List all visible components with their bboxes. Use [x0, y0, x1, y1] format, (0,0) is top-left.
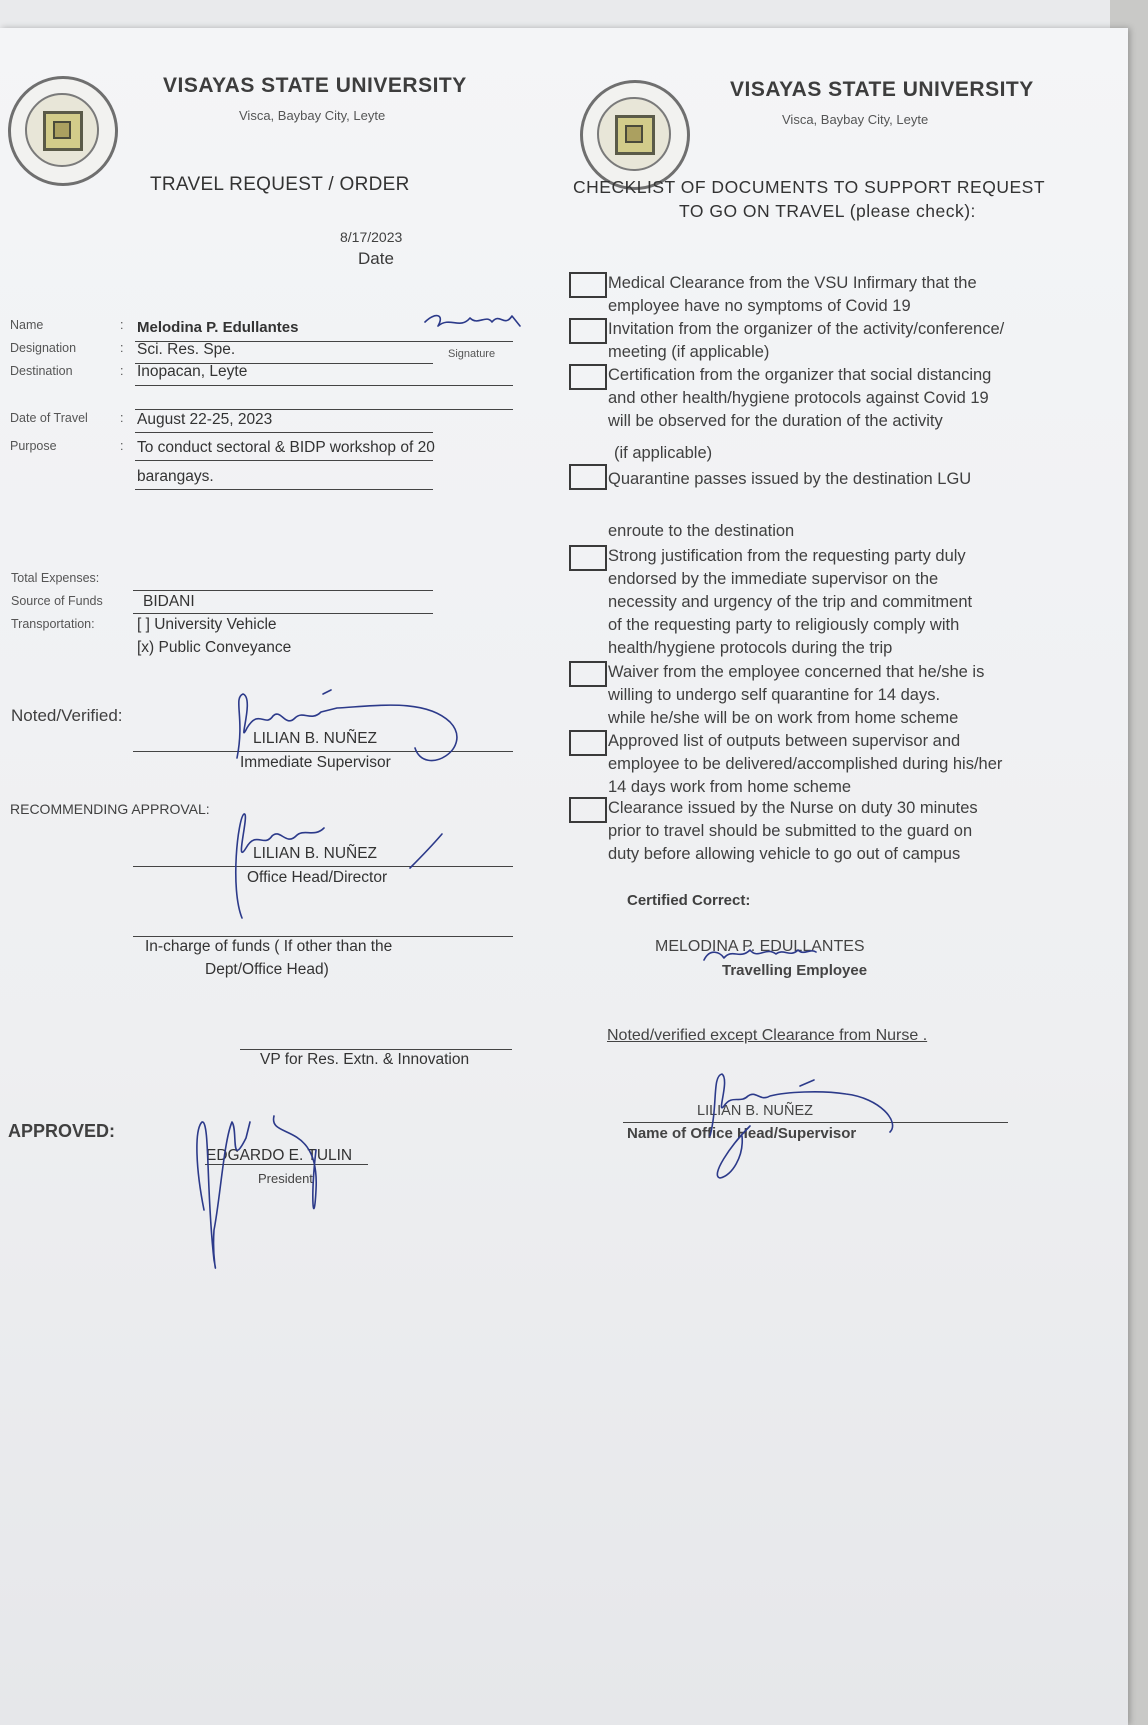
colon: : — [120, 318, 124, 332]
source-of-funds-line — [133, 613, 433, 614]
approved-label: APPROVED: — [8, 1121, 116, 1141]
president-signature — [190, 1110, 353, 1290]
checklist-item-4-enroute: enroute to the destination — [608, 522, 795, 540]
name-value: Melodina P. Edullantes — [137, 319, 299, 336]
transportation-label: Transportation: — [11, 617, 95, 631]
university-address-right: Visca, Baybay City, Leyte — [782, 112, 929, 127]
destination-line-2 — [135, 409, 513, 410]
checkbox-strong-justification[interactable] — [569, 545, 607, 571]
purpose-label: Purpose — [10, 439, 57, 453]
colon: : — [120, 411, 124, 425]
checklist-title-line-1: CHECKLIST OF DOCUMENTS TO SUPPORT REQUEST — [573, 177, 1046, 197]
destination-label: Destination — [10, 364, 73, 378]
employee-signature — [680, 940, 860, 980]
date-label: Date — [358, 249, 394, 268]
checklist-item-8: Clearance issued by the Nurse on duty 30 minutes prior to travel should be submitted to the guard on duty before allowing vehicle to go out of campus — [608, 799, 978, 863]
total-expenses-label: Total Expenses: — [11, 571, 100, 585]
designation-value: Sci. Res. Spe. — [137, 341, 236, 358]
office-head-title: Name of Office Head/Supervisor — [627, 1125, 857, 1142]
checklist-item-3-applicable: (if applicable) — [614, 444, 713, 462]
incharge-label-1: In-charge of funds ( If other than the — [145, 938, 393, 955]
university-seal-left — [8, 76, 118, 186]
supervisor-name: LILIAN B. NUÑEZ — [253, 730, 378, 747]
checkbox-waiver[interactable] — [569, 661, 607, 687]
director-name: LILIAN B. NUÑEZ — [253, 845, 378, 862]
colon: : — [120, 439, 124, 453]
director-signature — [220, 808, 470, 938]
date-of-travel-value: August 22-25, 2023 — [137, 411, 273, 428]
request-date: 8/17/2023 — [340, 229, 403, 245]
total-expenses-line — [133, 590, 433, 591]
university-name-right: VISAYAS STATE UNIVERSITY — [730, 78, 1034, 101]
source-of-funds-label: Source of Funds — [11, 594, 103, 608]
checklist-item-4: Quarantine passes issued by the destination LGU — [608, 470, 972, 488]
applicant-signature — [420, 306, 530, 342]
destination-value: Inopacan, Leyte — [137, 363, 248, 380]
form-title-left: TRAVEL REQUEST / ORDER — [150, 174, 410, 195]
checklist-item-3: Certification from the organizer that social distancing and other health/hygiene protocols against Covid 19 will be observed for the duration of the activity — [608, 366, 992, 430]
purpose-line-2: barangays. — [137, 468, 214, 485]
certified-correct-label: Certified Correct: — [627, 892, 751, 909]
noted-verified-label: Noted/Verified: — [11, 706, 123, 725]
noted-except-nurse: Noted/verified except Clearance from Nurse . — [607, 1027, 928, 1044]
travelling-employee-name: MELODINA P. EDULLANTES — [655, 938, 865, 955]
vp-title: VP for Res. Extn. & Innovation — [260, 1051, 470, 1068]
travelling-employee-title: Travelling Employee — [722, 962, 868, 979]
checkbox-nurse-clearance[interactable] — [569, 797, 607, 823]
president-name: EDGARDO E. TULIN — [206, 1147, 353, 1164]
vp-line — [240, 1049, 512, 1050]
president-title: President — [258, 1171, 313, 1186]
source-of-funds-value: BIDANI — [143, 593, 195, 610]
checklist-item-2: Invitation from the organizer of the activity/conference/ meeting (if applicable) — [608, 320, 1005, 361]
office-head-name: LILIAN B. NUÑEZ — [697, 1103, 814, 1119]
date-of-travel-label: Date of Travel — [10, 411, 88, 425]
office-head-signature — [690, 1066, 920, 1186]
name-label: Name — [10, 318, 44, 332]
checkbox-approved-outputs[interactable] — [569, 730, 607, 756]
checklist-item-6: Waiver from the employee concerned that he/she is willing to undergo self quarantine for 14 days. while he/she will be on work from home scheme — [608, 663, 985, 727]
checkbox-quarantine-passes[interactable] — [569, 464, 607, 490]
colon: : — [120, 364, 124, 378]
checkbox-certification[interactable] — [569, 364, 607, 390]
checklist-item-1: Medical Clearance from the VSU Infirmary that the employee have no symptoms of Covid 19 — [608, 274, 977, 315]
purpose-line-1: To conduct sectoral & BIDP workshop of 20 — [137, 439, 435, 456]
designation-label: Designation — [10, 341, 77, 355]
checklist-title-line-2: TO GO ON TRAVEL (please check): — [679, 201, 976, 221]
purpose-underline-2 — [135, 489, 433, 490]
transport-university-vehicle: [ ] University Vehicle — [137, 616, 277, 633]
checklist-item-5: Strong justification from the requesting party duly endorsed by the immediate supervisor on the necessity and urgency of the trip and commitment of the requesting party to religiously comply with health/hygiene protocols during the trip — [608, 547, 973, 657]
colon: : — [120, 341, 124, 355]
date-of-travel-line — [135, 432, 433, 433]
university-address-left: Visca, Baybay City, Leyte — [239, 108, 386, 123]
checklist-item-7: Approved list of outputs between supervisor and employee to be delivered/accomplished during his/her 14 days work from home scheme — [608, 732, 1003, 796]
checkbox-invitation[interactable] — [569, 318, 607, 344]
university-seal-right — [580, 80, 690, 190]
signature-label: Signature — [448, 348, 496, 360]
travel-form-sheet — [0, 28, 1128, 1725]
transport-public-conveyance: [x) Public Conveyance — [137, 639, 292, 656]
university-name-left: VISAYAS STATE UNIVERSITY — [163, 74, 467, 97]
purpose-underline-1 — [135, 460, 433, 461]
checkbox-medical-clearance[interactable] — [569, 272, 607, 298]
recommending-approval-label: RECOMMENDING APPROVAL: — [10, 801, 210, 817]
director-title: Office Head/Director — [247, 869, 388, 886]
supervisor-signature — [225, 688, 485, 788]
destination-line — [135, 385, 513, 386]
incharge-label-2: Dept/Office Head) — [205, 961, 329, 978]
supervisor-title: Immediate Supervisor — [240, 754, 391, 771]
